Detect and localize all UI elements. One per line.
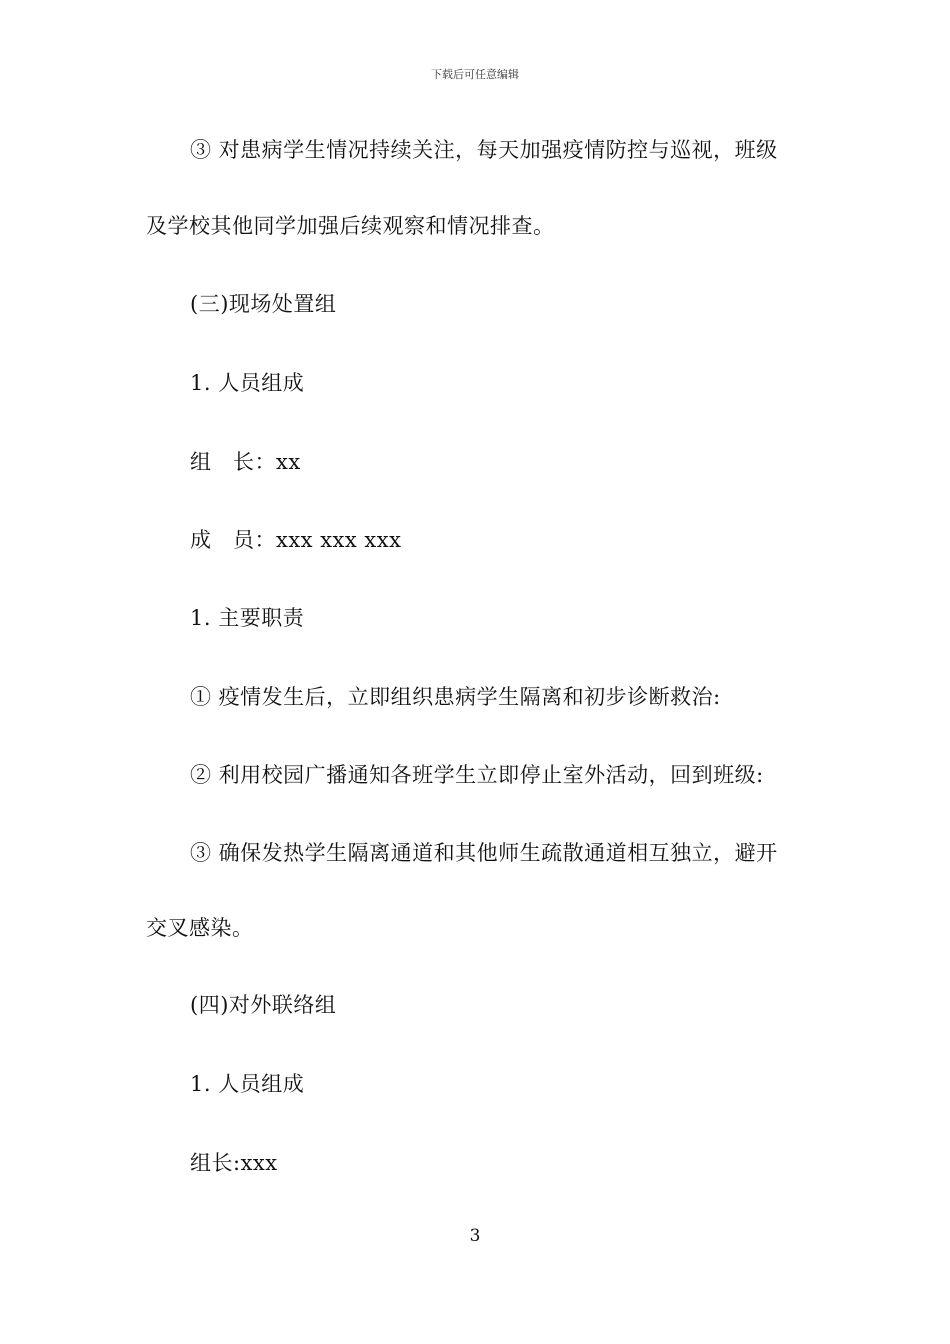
subsection-heading: 1. 人员组成 [190, 1072, 305, 1096]
duty-item: ① 疫情发生后，立即组织患病学生隔离和初步诊断救治: [190, 685, 721, 709]
duty-item: ② 利用校园广播通知各班学生立即停止室外活动，回到班级: [190, 763, 764, 787]
section-heading: (三)现场处置组 [190, 292, 337, 316]
duty-item: ③ 确保发热学生隔离通道和其他师生疏散通道相互独立，避开 [190, 841, 778, 865]
subsection-heading: 1. 人员组成 [190, 371, 305, 395]
subsection-heading: 1. 主要职责 [190, 606, 305, 630]
members-line: 成 员：xxx xxx xxx [190, 528, 402, 552]
paragraph-line: 交叉感染。 [146, 916, 254, 940]
page-header: 下载后可任意编辑 [431, 68, 519, 81]
section-heading: (四)对外联络组 [190, 993, 337, 1017]
paragraph-line: ③ 对患病学生情况持续关注，每天加强疫情防控与巡视，班级 [190, 138, 778, 162]
leader-line: 组 长：xx [190, 450, 301, 474]
leader-line: 组长:xxx [190, 1151, 278, 1175]
page-number: 3 [469, 1226, 481, 1246]
paragraph-line: 及学校其他同学加强后续观察和情况排查。 [146, 214, 555, 238]
